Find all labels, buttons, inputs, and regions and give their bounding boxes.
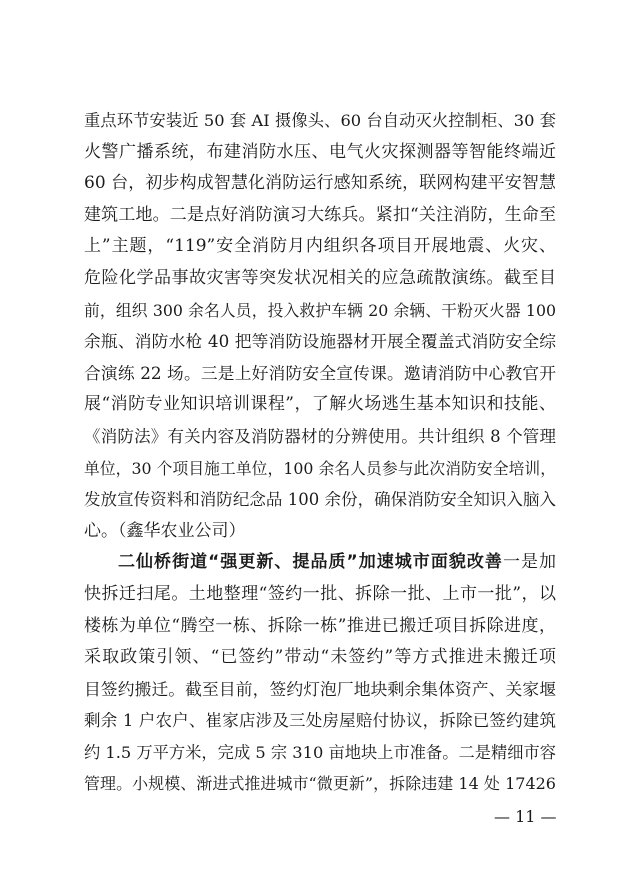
section-heading-tail: 一是加 — [502, 552, 556, 573]
text-line: 火警广播系统，布建消防水压、电气火灾探测器等智能终端近 — [84, 141, 556, 162]
text-line: 建筑工地。二是点好消防演习大练兵。紧扣“关注消防，生命至 — [84, 204, 556, 225]
text-line: 楼栋为单位“腾空一栋、拆除一栋”推进已搬迁项目拆除进度， — [84, 615, 556, 636]
body-text — [84, 105, 556, 800]
section-heading-line — [84, 547, 556, 579]
section-heading: 二仙桥街道“强更新、提品质”加速城市面貌改善 — [118, 552, 503, 573]
text-line: 60 台，初步构成智慧化消防运行感知系统，联网构建平安智慧 — [84, 173, 556, 194]
page-number: — 11 — — [494, 807, 557, 826]
text-line: 余瓶、消防水枪 40 把等消防设施器材开展全覆盖式消防安全综 — [84, 331, 556, 352]
text-line: 前，组织 300 余名人员，投入救护车辆 20 余辆、干粉灭火器 100 — [84, 300, 556, 320]
text-line: 单位，30 个项目施工单位，100 余名人员参与此次消防安全培训， — [84, 458, 556, 478]
text-line: 约 1.5 万平方米，完成 5 宗 310 亩地块上市准备。二是精细市容 — [84, 742, 556, 762]
text-line: 目签约搬迁。截至目前，签约灯泡厂地块剩余集体资产、关家堰 — [84, 678, 556, 699]
text-line: 重点环节安装近 50 套 AI 摄像头、60 台自动灭火控制柜、30 套 — [84, 111, 556, 130]
text-line: 上”主题，“119”安全消防月内组织各项目开展地震、火灾、 — [84, 236, 556, 257]
text-line: 采取政策引领、“已签约”带动“未签约”等方式推进未搬迁项 — [84, 647, 556, 668]
text-line: 合演练 22 场。三是上好消防安全宣传课。邀请消防中心教官开 — [84, 362, 556, 383]
text-line: 剩余 1 户农户、崔家店涉及三处房屋赔付协议，拆除已签约建筑 — [84, 711, 556, 731]
text-line: 快拆迁扫尾。土地整理“签约一批、拆除一批、上市一批”，以 — [84, 583, 556, 604]
text-line: 危险化学品事故灾害等突发状况相关的应急疏散演练。截至目 — [84, 267, 556, 288]
text-line: 展“消防专业知识培训课程”，了解火场逃生基本知识和技能、 — [84, 394, 556, 415]
text-line: 发放宣传资料和消防纪念品 100 余份，确保消防安全知识入脑入 — [84, 490, 556, 510]
text-line: 心。（鑫华农业公司） — [84, 520, 246, 541]
text-line: 管理。小规模、渐进式推进城市“微更新”，拆除违建 14 处 17426 — [84, 774, 556, 794]
text-line: 《消防法》有关内容及消防器材的分辨使用。共计组织 8 个管理 — [84, 426, 556, 446]
